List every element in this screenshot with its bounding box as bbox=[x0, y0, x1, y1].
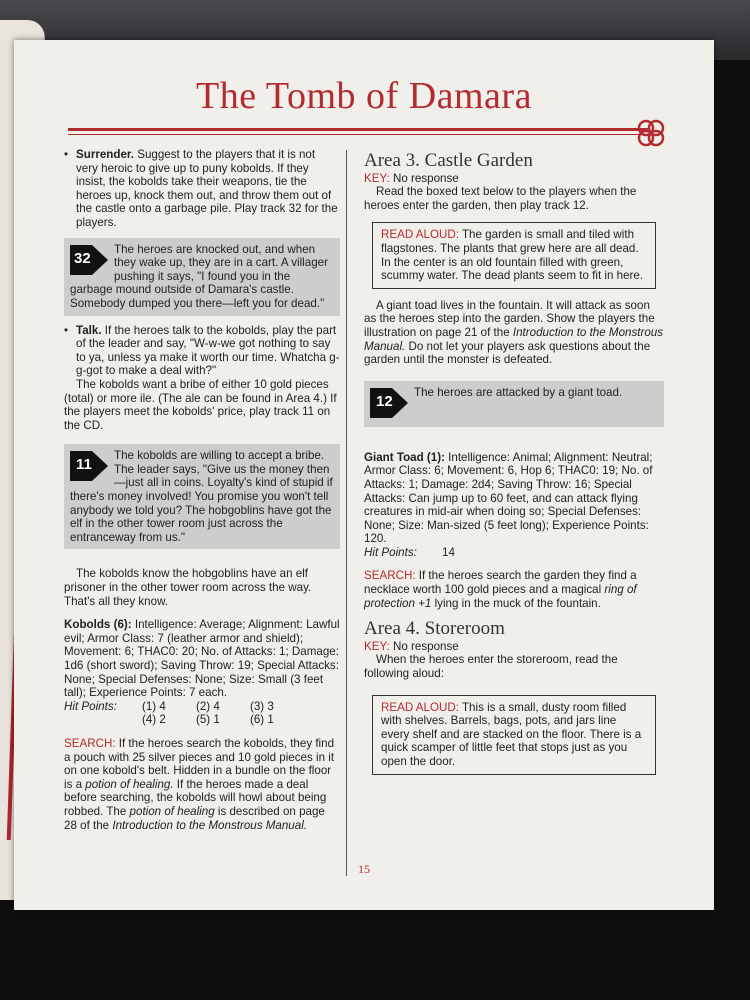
giant-toad-stat-block bbox=[364, 451, 664, 546]
area-4-read-aloud-box bbox=[372, 695, 656, 775]
area-4-key bbox=[364, 640, 664, 654]
kobolds-search-paragraph bbox=[64, 737, 340, 832]
search-label: SEARCH: bbox=[64, 736, 116, 750]
surrender-label: Surrender. bbox=[76, 148, 134, 161]
track-32-text: The heroes are knocked out, and when they wake up, they are in a cart. A villager pushing it says, "I found you in the garbage mound outside of Damara's castle. Somebody dumped you there—left you for dead." bbox=[70, 242, 328, 310]
toad-text: A giant toad lives in the fountain. It will attack as soon as the heroes step into the garden. Show the players the illustration on page 21 of the bbox=[364, 298, 655, 339]
track-11-text: The kobolds are willing to accept a bribe. The leader says, "Give us the money then—just all in coins. Loyalty's kind of stupid if there's money involved! You promise you won't tell anybody we told you? The hobgoblins have got the elf in the other tower room just across the entranceway from us." bbox=[70, 449, 333, 544]
area-3-key bbox=[364, 172, 664, 186]
read-aloud-label: READ ALOUD: bbox=[381, 700, 459, 714]
search-text: If the heroes search the garden they find a necklace worth 100 gold pieces and a magical bbox=[364, 569, 637, 597]
area-3-read-aloud-box bbox=[372, 222, 656, 288]
left-column bbox=[64, 148, 340, 832]
hp-value: (4) 2 bbox=[142, 713, 166, 727]
read-aloud-text: This is a small, dusty room filled with shelves. Barrels, bags, pots, and jars line every shelf and are stacked on the floor. There is a quick scamper of little feet that stops just as you open the door. bbox=[381, 700, 642, 768]
read-aloud-text: The garden is small and tiled with flagstones. The plants that grew here are all dead. In the center is an old fountain filled with green, scummy water. The dead plants seem to fit in here. bbox=[381, 228, 644, 283]
hp-value: 14 bbox=[442, 545, 455, 559]
key-text: No response bbox=[389, 639, 459, 653]
surrender-text: Suggest to the players that it is not very heroic to give up to puny kobolds. If they insist, the kobolds take their weapons, tie the heroes up, knock them out, and throw them out of the castle onto a garbage pile. Play track 32 for the players. bbox=[76, 148, 338, 229]
area-3-heading: Area 3. Castle Garden bbox=[364, 150, 533, 171]
giant-toad-label: Giant Toad (1): bbox=[364, 450, 445, 464]
bribe-paragraph: The kobolds want a bribe of either 10 gold pieces (total) or more ile. (The ale can be found in Area 4.) If the players meet the kobolds' price, play track 11 on the CD. bbox=[64, 377, 337, 432]
toad-text: Do not let your players ask questions about the garden until the monster is defeated. bbox=[364, 339, 651, 367]
title-rule-thin bbox=[68, 134, 648, 135]
search-text: If the heroes search the kobolds, they find a pouch with 25 silver pieces and 10 gold pieces in it on one kobold's belt. Hidden in a bundle on the floor is a bbox=[64, 736, 335, 791]
page-title: The Tomb of Damara bbox=[196, 75, 532, 117]
area-4-heading: Area 4. Storeroom bbox=[364, 618, 505, 640]
giant-toad-hit-points bbox=[364, 546, 664, 560]
hp-value: (5) 1 bbox=[196, 713, 220, 727]
hit-points-label: Hit Points: bbox=[64, 699, 117, 713]
talk-text: If the heroes talk to the kobolds, play the part of the leader and say, "W-w-we got nothing to say to ya, unless ya make it worth our time. Whatcha g-g-got to make a deal with?" bbox=[76, 323, 340, 378]
book-page bbox=[14, 40, 714, 910]
track-11-number: 11 bbox=[76, 456, 92, 474]
book-reference: Introduction to the Monstrous Manual. bbox=[364, 325, 664, 353]
area-4-intro: When the heroes enter the storeroom, read the following aloud: bbox=[364, 653, 618, 681]
key-label: KEY: bbox=[364, 639, 390, 653]
kobolds-hit-points-row-1 bbox=[64, 700, 340, 714]
track-32-box bbox=[64, 238, 340, 316]
kobolds-label: Kobolds (6): bbox=[64, 618, 132, 632]
hp-value: (1) 4 bbox=[142, 699, 166, 713]
garden-search-paragraph bbox=[364, 569, 664, 610]
track-12-box bbox=[364, 381, 664, 427]
track-11-box bbox=[64, 444, 340, 549]
celtic-knot-icon bbox=[634, 118, 668, 148]
potion-name: potion of healing. bbox=[85, 777, 174, 791]
search-label: SEARCH: bbox=[364, 569, 416, 583]
track-12-number: 12 bbox=[376, 392, 393, 410]
track-12-text: The heroes are attacked by a giant toad. bbox=[414, 385, 623, 399]
kobolds-stat-block bbox=[64, 618, 340, 700]
hp-value: (2) 4 bbox=[196, 699, 220, 713]
hp-value: (3) 3 bbox=[250, 699, 274, 713]
search-text: lying in the muck of the fountain. bbox=[431, 596, 601, 610]
potion-name: potion of healing bbox=[129, 804, 215, 818]
talk-label: Talk. bbox=[76, 323, 102, 337]
hp-value: (6) 1 bbox=[250, 713, 274, 727]
giant-toad-paragraph bbox=[364, 299, 664, 367]
kobolds-know-paragraph: The kobolds know the hobgoblins have an elf prisoner in the other tower room across the way. That's all they know. bbox=[64, 567, 312, 608]
area-3-intro: Read the boxed text below to the players when the heroes enter the garden, then play track 12. bbox=[364, 185, 637, 212]
read-aloud-label: READ ALOUD: bbox=[381, 228, 459, 242]
search-text: is described on page 28 of the bbox=[64, 804, 325, 832]
page-number: 15 bbox=[358, 862, 370, 876]
column-divider bbox=[346, 150, 347, 876]
key-text: No response bbox=[389, 171, 459, 185]
kobolds-stats: Intelligence: Average; Alignment: Lawful evil; Armor Class: 7 (leather armor and shield); Movement: 6; THAC0: 20; No. of Attacks: 1; Damage: 1d6 (short sword); Saving Throw: 19; Special Attacks: None; Special Defenses: None; Size: Small (3 feet tall); Experience Points: 7 each. bbox=[64, 618, 340, 700]
key-label: KEY: bbox=[364, 171, 390, 185]
giant-toad-stats: Intelligence: Animal; Alignment: Neutral; Armor Class: 6; Movement: 6, Hop 6; THAC0: 19; No. of Attacks: 1; Damage: 2d4; Saving Throw: 16; Special Attacks: Can jump up to 60 feet, and can attack flying creatures in mid-air when doing so; Special Defenses: None; Size: Man-sized (5 feet long); Experience Points: 120. bbox=[364, 450, 653, 546]
hit-points-label: Hit Points: bbox=[364, 545, 417, 559]
search-text: If the heroes made a deal before searching, the kobolds will howl about being robbed. The bbox=[64, 777, 327, 818]
talk-option: • Talk. If the heroes talk to the kobolds, play the part of the leader and say, "W-w-we got nothing to say to ya, unless ya make it worth our time. Whatcha g-g-got to make a deal with?" bbox=[64, 323, 340, 378]
right-column bbox=[364, 148, 664, 785]
ring-name: ring of protection +1 bbox=[364, 583, 637, 610]
title-rule bbox=[68, 128, 648, 131]
surrender-option: • Surrender. Suggest to the players that it is not very heroic to give up to puny kobolds. If they insist, the kobolds take their weapons, tie the heroes up, knock them out, and throw them out of the castle onto a garbage pile. Play track 32 for the players. bbox=[64, 148, 338, 229]
track-32-number: 32 bbox=[74, 249, 91, 267]
kobolds-hit-points-row-2 bbox=[64, 713, 340, 727]
book-reference: Introduction to the Monstrous Manual. bbox=[112, 818, 307, 832]
